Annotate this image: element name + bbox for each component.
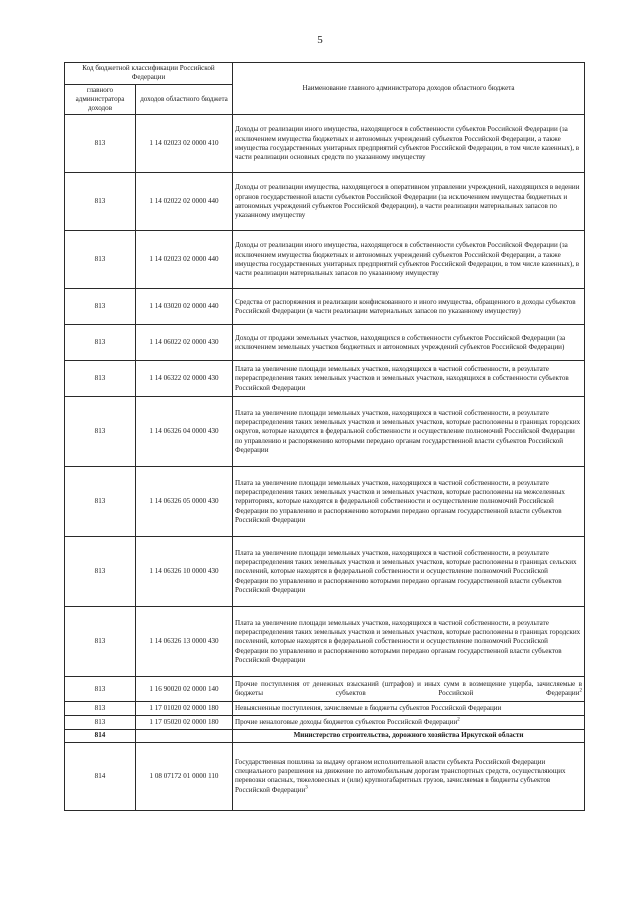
table-row — [65, 716, 585, 730]
admin-row — [65, 730, 585, 742]
revenue-name-text: Доходы от реализации имущества, находящегося в оперативном управлении учреждений, находящихся в ведении органов государственной власти субъектов Российской Федерации (за исключением имущества бюджетных и автономных учреждений субъектов Российской Федерации), в части реализации материальных запасов по указанному имуществу — [235, 183, 580, 220]
admin-code-cell: 813 — [65, 361, 136, 397]
footnote-mark: 2 — [579, 689, 583, 695]
revenue-name-cell — [233, 115, 585, 173]
revenue-code-cell: 1 14 02022 02 0000 440 — [136, 173, 233, 231]
admin-code-cell: 813 — [65, 607, 136, 677]
revenue-name-text: Доходы от реализации иного имущества, находящегося в собственности субъектов Российской Федерации (за исключением имущества бюджетных и автономных учреждений субъектов Российской Федерации, а также имущества государственных унитарных предприятий субъектов Российской Федерации, в том числе казенных), в части реализации основных средств по указанному имуществу — [235, 125, 580, 162]
revenue-name-cell — [233, 289, 585, 325]
revenue-name-cell — [233, 361, 585, 397]
revenue-name-cell — [233, 677, 585, 702]
admin-code-cell: 814 — [65, 742, 136, 810]
table-row — [65, 173, 585, 231]
table-row — [65, 397, 585, 467]
admin-code-cell: 813 — [65, 397, 136, 467]
revenue-name-text: Плата за увеличение площади земельных участков, находящихся в частной собственности, в результате перераспределения таких земельных участков и земельных участков, находящихся в собственности субъектов Российской Федерации — [235, 365, 569, 392]
admin-code-cell: 813 — [65, 325, 136, 361]
revenue-name-text: Государственная пошлина за выдачу органом исполнительной власти субъекта Российской Федерации специального разрешения на движение по автомобильным дорогам транспортных средств, осуществляющих перевозки опасных, тяжеловесных и (или) крупногабаритных грузов, зачисляемая в бюджеты субъектов Российской Федерации — [235, 757, 566, 794]
revenue-name-text: Невыясненные поступления, зачисляемые в бюджеты субъектов Российской Федерации — [235, 704, 502, 713]
table-row — [65, 742, 585, 810]
revenue-name-text: Прочие неналоговые доходы бюджетов субъектов Российской Федерации — [235, 718, 458, 727]
revenue-name-text: Доходы от реализации иного имущества, находящегося в собственности субъектов Российской Федерации (за исключением имущества бюджетных и автономных учреждений субъектов Российской Федерации, а также имущества государственных унитарных предприятий субъектов Российской Федерации, в том числе казенных), в части реализации материальных запасов по указанному имуществу — [235, 241, 580, 278]
revenue-name-cell — [233, 467, 585, 537]
header-row-1 — [65, 63, 585, 85]
revenue-name-text: Доходы от продажи земельных участков, находящихся в собственности субъектов Российской Федерации (за исключением земельных участков бюджетных и автономных учреждений субъектов Российской Федерации) — [235, 333, 566, 351]
revenue-name-text: Средства от распоряжения и реализации конфискованного и иного имущества, обращенного в доходы субъектов Российской Федерации (в части реализации материальных запасов по указанному имуществу) — [235, 297, 576, 315]
revenue-code-cell: 1 17 05020 02 0000 180 — [136, 716, 233, 730]
admin-code-cell: 813 — [65, 702, 136, 716]
revenue-code-cell: 1 14 03020 02 0000 440 — [136, 289, 233, 325]
admin-code-cell: 813 — [65, 231, 136, 289]
revenue-code-cell: 1 14 02023 02 0000 410 — [136, 115, 233, 173]
table-row — [65, 467, 585, 537]
header-code-group: Код бюджетной классификации Российской Федерации — [65, 63, 233, 85]
table-row — [65, 677, 585, 702]
table-row — [65, 325, 585, 361]
table-row — [65, 231, 585, 289]
revenue-name-cell — [233, 325, 585, 361]
footnote-mark: 2 — [457, 717, 460, 723]
revenue-code-cell: 1 14 06022 02 0000 430 — [136, 325, 233, 361]
revenue-name-cell — [233, 716, 585, 730]
table-body — [65, 115, 585, 810]
admin-code-cell: 813 — [65, 173, 136, 231]
table-row — [65, 289, 585, 325]
revenue-name-text: Министерство строительства, дорожного хозяйства Иркутской области — [293, 731, 524, 740]
table-row — [65, 361, 585, 397]
revenue-name-text: Плата за увеличение площади земельных участков, находящихся в частной собственности, в результате перераспределения таких земельных участков и земельных участков, которые расположены на межселенных территориях, которые находятся в федеральной собственности и осуществление полномочий Российской Федерации по управлению и распоряжению которыми передано органам государственной власти субъектов Российской Федерации — [235, 478, 565, 524]
budget-classification-table — [64, 62, 585, 811]
revenue-name-cell — [233, 397, 585, 467]
table-row — [65, 537, 585, 607]
revenue-code-cell: 1 14 06322 02 0000 430 — [136, 361, 233, 397]
admin-code-cell: 813 — [65, 537, 136, 607]
revenue-name-cell — [233, 702, 585, 716]
revenue-code-cell: 1 14 06326 05 0000 430 — [136, 467, 233, 537]
header-name: Наименование главного администратора доходов областного бюджета — [233, 63, 585, 115]
revenue-code-cell: 1 14 06326 04 0000 430 — [136, 397, 233, 467]
revenue-code-cell: 1 17 01020 02 0000 180 — [136, 702, 233, 716]
revenue-code-cell: 1 14 02023 02 0000 440 — [136, 231, 233, 289]
table-row — [65, 115, 585, 173]
revenue-name-text: Плата за увеличение площади земельных участков, находящихся в частной собственности, в результате перераспределения таких земельных участков и земельных участков, которые расположены в границах городских округов, которые находятся в федеральной собственности и осуществление полномочий Российской Федерации по управлению и распоряжению которыми передано органам государственной власти субъектов Российской Федерации — [235, 408, 581, 454]
revenue-code-cell: 1 08 07172 01 0000 110 — [136, 742, 233, 810]
revenue-name-cell — [233, 231, 585, 289]
admin-code-cell: 813 — [65, 289, 136, 325]
revenue-code-cell: 1 14 06326 10 0000 430 — [136, 537, 233, 607]
page-number: 5 — [317, 34, 323, 46]
admin-code-cell: 813 — [65, 467, 136, 537]
revenue-name-cell — [233, 607, 585, 677]
revenue-code-cell: 1 16 90020 02 0000 140 — [136, 677, 233, 702]
revenue-name-cell — [233, 173, 585, 231]
revenue-name-cell — [233, 742, 585, 810]
admin-code-cell: 813 — [65, 716, 136, 730]
header-admin-code: главного администратора доходов — [65, 84, 136, 115]
revenue-name-cell — [233, 537, 585, 607]
revenue-code-cell — [136, 730, 233, 742]
admin-code-cell: 813 — [65, 115, 136, 173]
revenue-name-text: Плата за увеличение площади земельных участков, находящихся в частной собственности, в результате перераспределения таких земельных участков и земельных участков, которые расположены в границах сельских поселений, которые находятся в федеральной собственности и осуществление полномочий Российской Федерации по управлению и распоряжению которыми передано органам государственной власти субъектов Российской Федерации — [235, 548, 577, 594]
revenue-name-text: Прочие поступления от денежных взысканий (штрафов) и иных сумм в возмещение ущерба, зачисляемые в бюджеты субъектов Российской Федерации — [235, 680, 583, 698]
table-row — [65, 607, 585, 677]
revenue-name-text: Плата за увеличение площади земельных участков, находящихся в частной собственности, в результате перераспределения таких земельных участков и земельных участков, которые расположены в границах городских поселений, которые находятся в федеральной собственности и осуществление полномочий Российской Федерации по управлению и распоряжению которыми передано органам государственной власти субъектов Российской Федерации — [235, 618, 581, 664]
revenue-name-cell — [233, 730, 585, 742]
admin-code-cell: 814 — [65, 730, 136, 742]
admin-code-cell: 813 — [65, 677, 136, 702]
table-row — [65, 702, 585, 716]
header-revenue-code: доходов областного бюджета — [136, 84, 233, 115]
footnote-mark: 3 — [305, 785, 308, 791]
revenue-code-cell: 1 14 06326 13 0000 430 — [136, 607, 233, 677]
